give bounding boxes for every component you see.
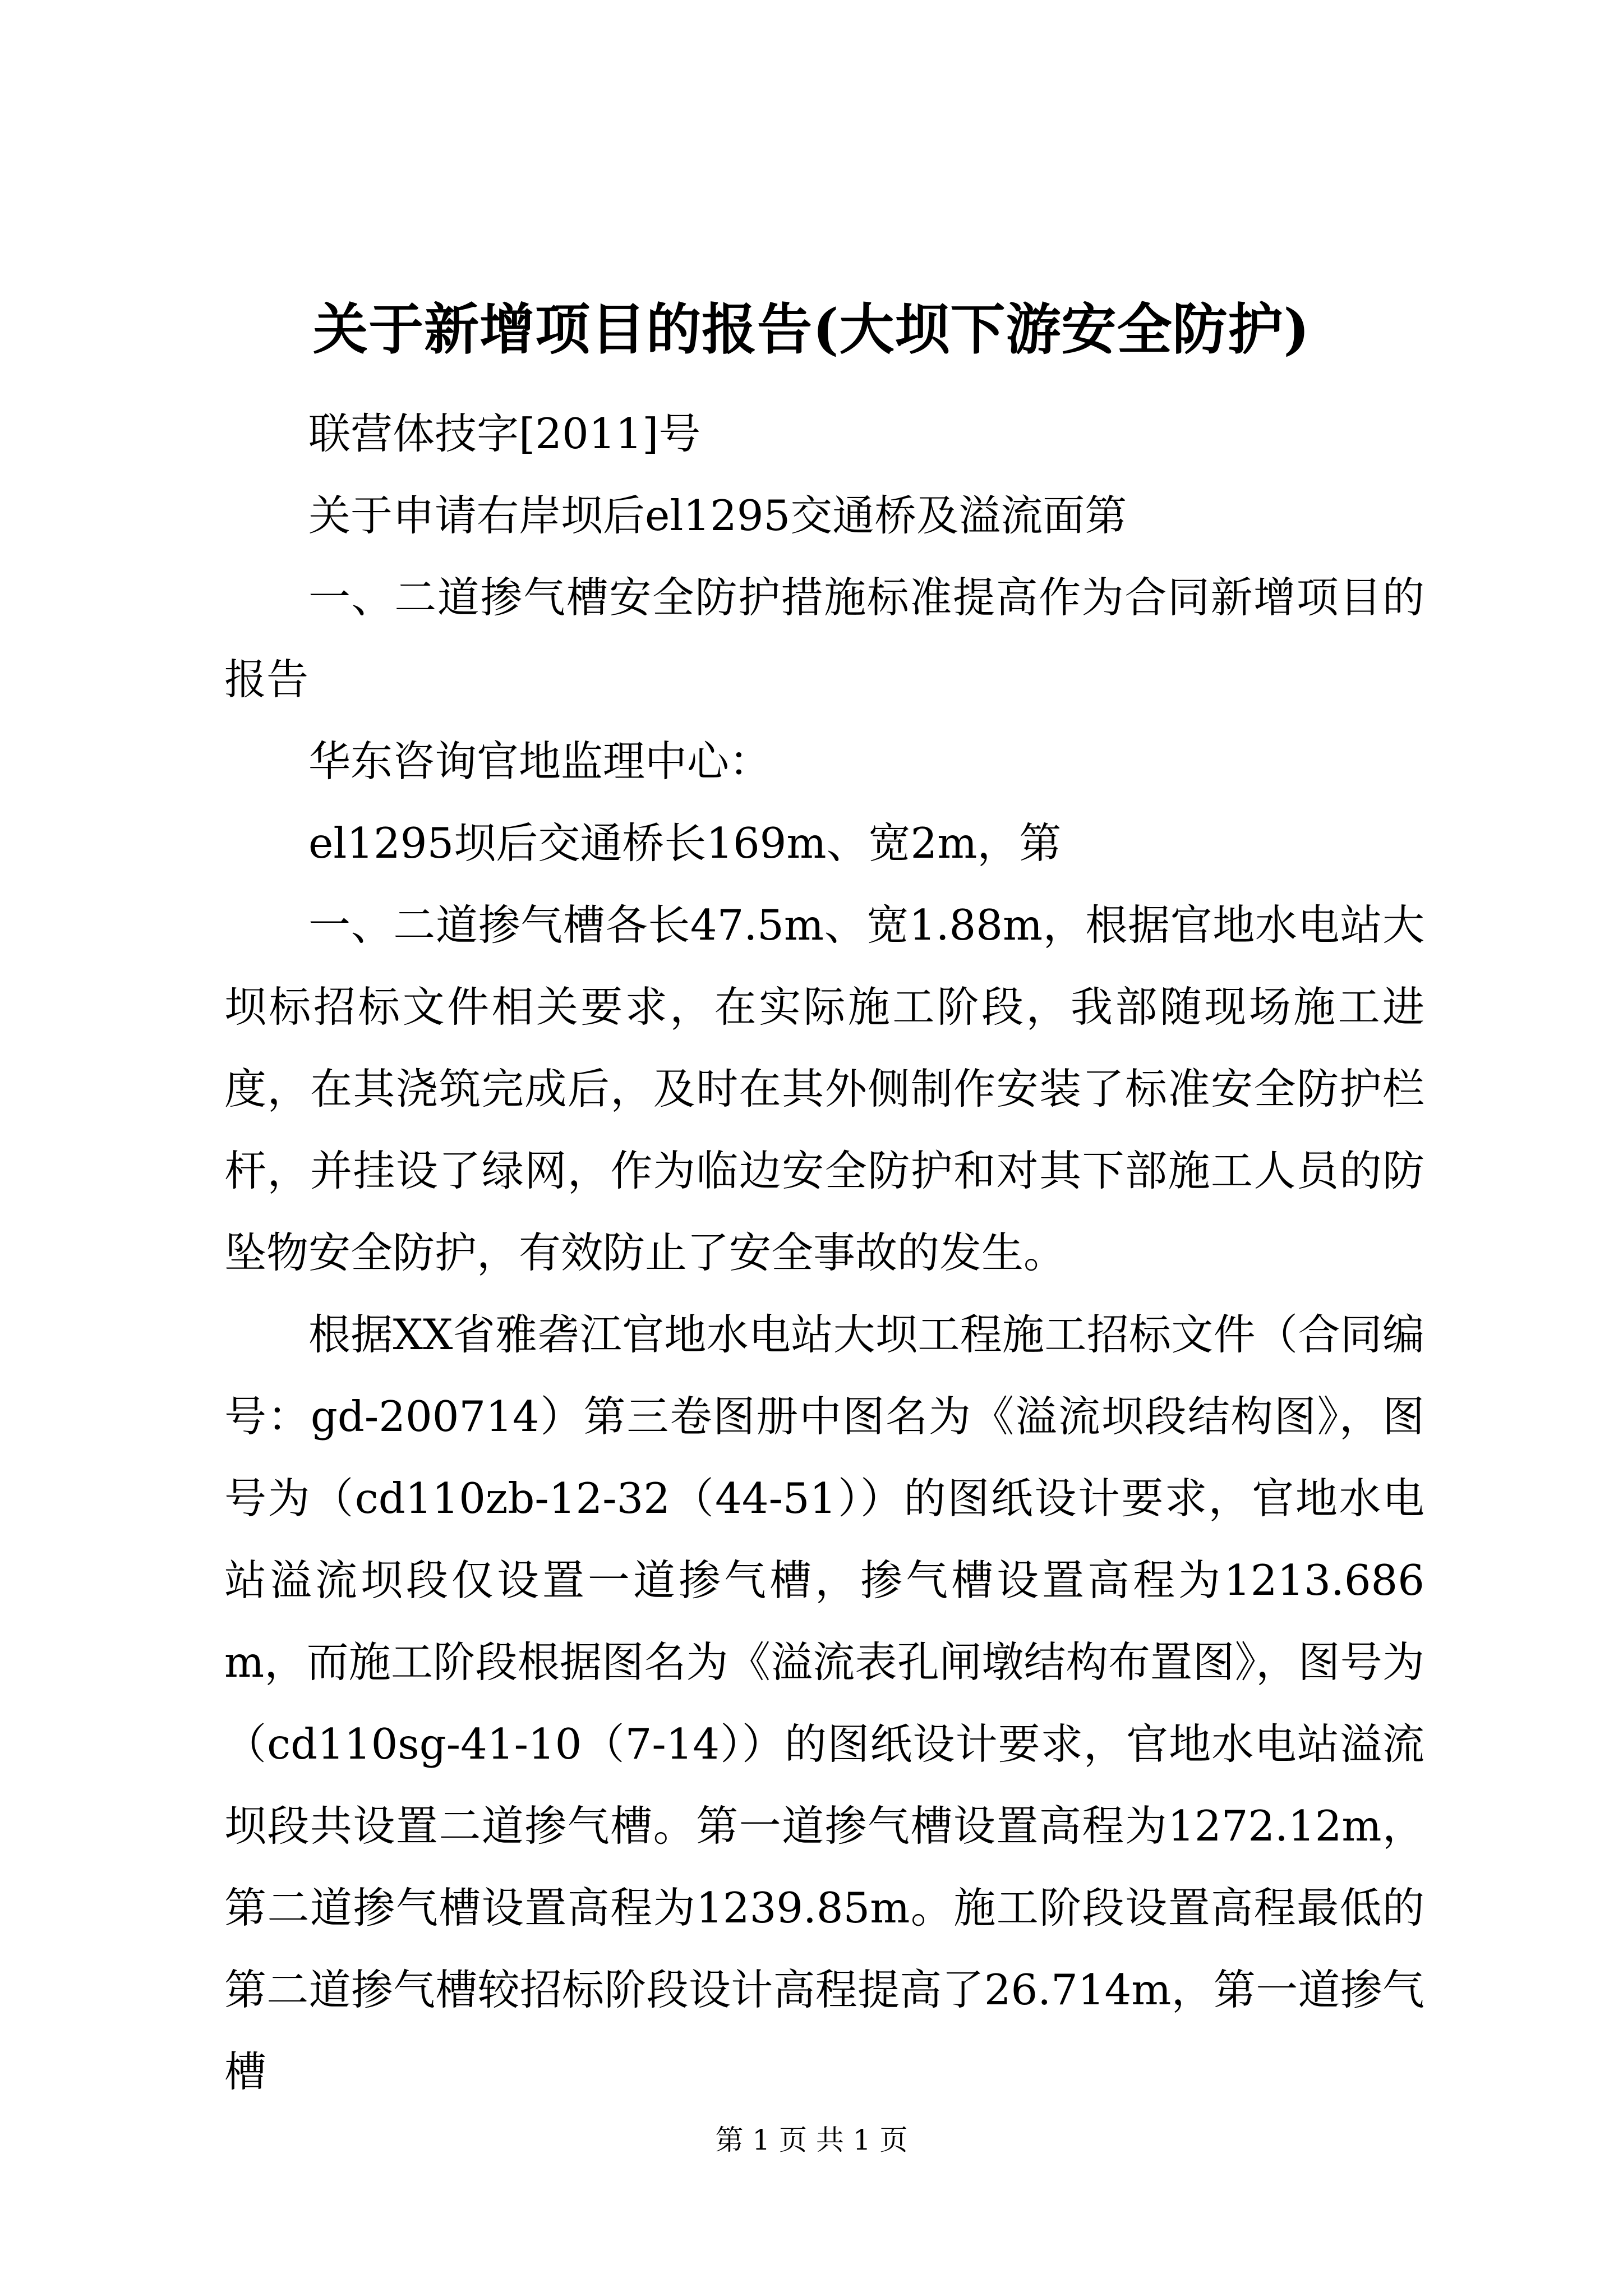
paragraph-subject-line-2: 一、二道掺气槽安全防护措施标准提高作为合同新增项目的报告 [224, 573, 1424, 704]
paragraph-recipient: 华东咨询官地监理中心： [308, 737, 772, 786]
document-title: 关于新增项目的报告(大坝下游安全防护) [313, 297, 1310, 362]
paragraph-safety-measures: 一、二道掺气槽各长47.5m、宽1.88m，根据官地水电站大坝标招标文件相关要求，在实际施工阶段，我部随现场施工进度，在其浇筑完成后，及时在其外侧制作安装了标准安全防护栏杆，并挂设了绿网，作为临边安全防护和对其下部施工人员的防坠物安全防护，有效防止了安全事故的发生。 [224, 900, 1424, 1277]
paragraph-design-basis: 根据XX省雅砻江官地水电站大坝工程施工招标文件（合同编号：gd-200714）第三卷图册中图名为《溢流坝段结构图》，图号为（cd110zb-12-32（44-51））的图纸设计要求，官地水电站溢流坝段仅设置一道掺气槽，掺气槽设置高程为1213.686m，而施工阶段根据图名为《溢流表孔闸墩结构布置图》，图号为（cd110sg-41-10（7-14））的图纸设计要求，官地水电站溢流坝段共设置二道掺气槽。第一道掺气槽设置高程为1272.12m，第二道掺气槽设置高程为1239.85m。施工阶段设置高程最低的第二道掺气槽较招标阶段设计高程提高了26.714m，第一道掺气槽 [224, 1310, 1424, 2096]
document-body [224, 393, 1424, 2113]
paragraph-bridge-size: el1295坝后交通桥长169m、宽2m，第 [308, 818, 1062, 868]
page-footer: 第 1 页 共 1 页 [715, 2124, 908, 2156]
paragraph-subject-line-1: 关于申请右岸坝后el1295交通桥及溢流面第 [308, 491, 1127, 540]
paragraph-document-number: 联营体技字[2011]号 [308, 409, 701, 458]
